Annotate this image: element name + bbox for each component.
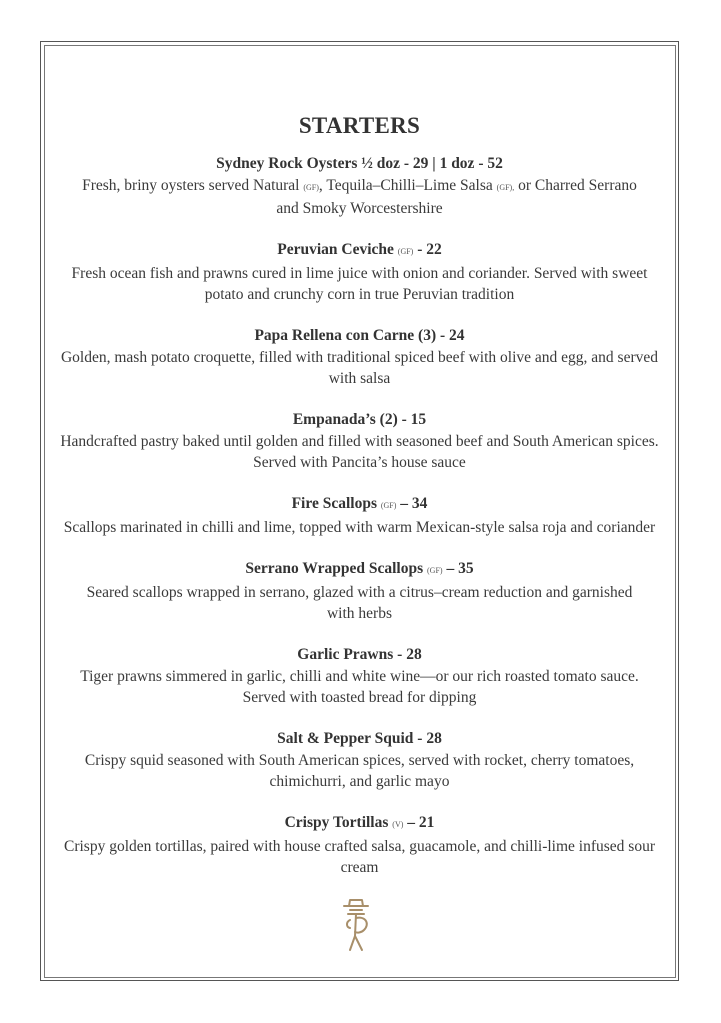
- menu-item: [44, 153, 675, 219]
- menu-item-description: Crispy golden tortillas, paired with house crafted salsa, guacamole, and chilli-lime infused sour cream: [64, 838, 655, 876]
- menu-item: [44, 728, 675, 792]
- menu-item-description: Crispy squid seasoned with South American spices, served with rocket, cherry tomatoes, chimichurri, and garlic mayo: [84, 752, 635, 790]
- menu-item-name: Peruvian Ceviche (GF) - 22: [277, 241, 442, 258]
- section-title: STARTERS: [298, 113, 421, 138]
- menu-item-name: Fire Scallops (GF) – 34: [291, 495, 428, 512]
- menu-item-name: Serrano Wrapped Scallops (GF) – 35: [245, 560, 474, 577]
- menu-item-name: Sydney Rock Oysters ½ doz - 29 | 1 doz - 52: [216, 155, 503, 172]
- menu-item: [44, 558, 675, 624]
- dietary-tag: (GF): [303, 183, 319, 192]
- menu-item: [44, 239, 675, 305]
- menu-item-description: Handcrafted pastry baked until golden and filled with seasoned beef and South American spices. Served with Pancita’s house sauce: [60, 433, 659, 471]
- menu-item-description: Seared scallops wrapped in serrano, glazed with a citrus–cream reduction and garnished with herbs: [86, 584, 633, 622]
- menu-item-description: Scallops marinated in chilli and lime, topped with warm Mexican-style salsa roja and coriander: [63, 519, 656, 536]
- menu-item-description: Tiger prawns simmered in garlic, chilli and white wine—or our rich roasted tomato sauce. Served with toasted bread for dipping: [80, 668, 639, 706]
- dietary-tag: (V): [392, 820, 404, 829]
- menu-item-name: Crispy Tortillas (V) – 21: [284, 814, 435, 831]
- menu-item: [44, 325, 675, 389]
- menu-item-name: Garlic Prawns - 28: [297, 646, 422, 663]
- menu-item: [44, 644, 675, 708]
- menu-item-name: Papa Rellena con Carne (3) - 24: [254, 327, 465, 344]
- menu-item: [44, 812, 675, 878]
- menu-content: [44, 45, 675, 878]
- dietary-tag: (GF): [397, 247, 414, 256]
- menu-item-description: Fresh, briny oysters served Natural (GF), Tequila–Chilli–Lime Salsa (GF), or Charred Serrano and Smoky Worcestershire: [82, 177, 637, 217]
- menu-item: [44, 409, 675, 473]
- dietary-tag: (GF),: [496, 183, 515, 192]
- menu-item-description: Fresh ocean fish and prawns cured in lime juice with onion and coriander. Served with sweet potato and crunchy corn in true Peruvian tradition: [71, 265, 648, 303]
- dietary-tag: (GF): [380, 501, 397, 510]
- menu-item-name: Salt & Pepper Squid - 28: [277, 730, 442, 747]
- menu-item: [44, 493, 675, 538]
- menu-item-name: Empanada’s (2) - 15: [292, 411, 427, 428]
- menu-item-description: Golden, mash potato croquette, filled with traditional spiced beef with olive and egg, and served with salsa: [60, 349, 658, 387]
- pancita-logo-icon: [336, 896, 376, 954]
- dietary-tag: (GF): [427, 566, 443, 575]
